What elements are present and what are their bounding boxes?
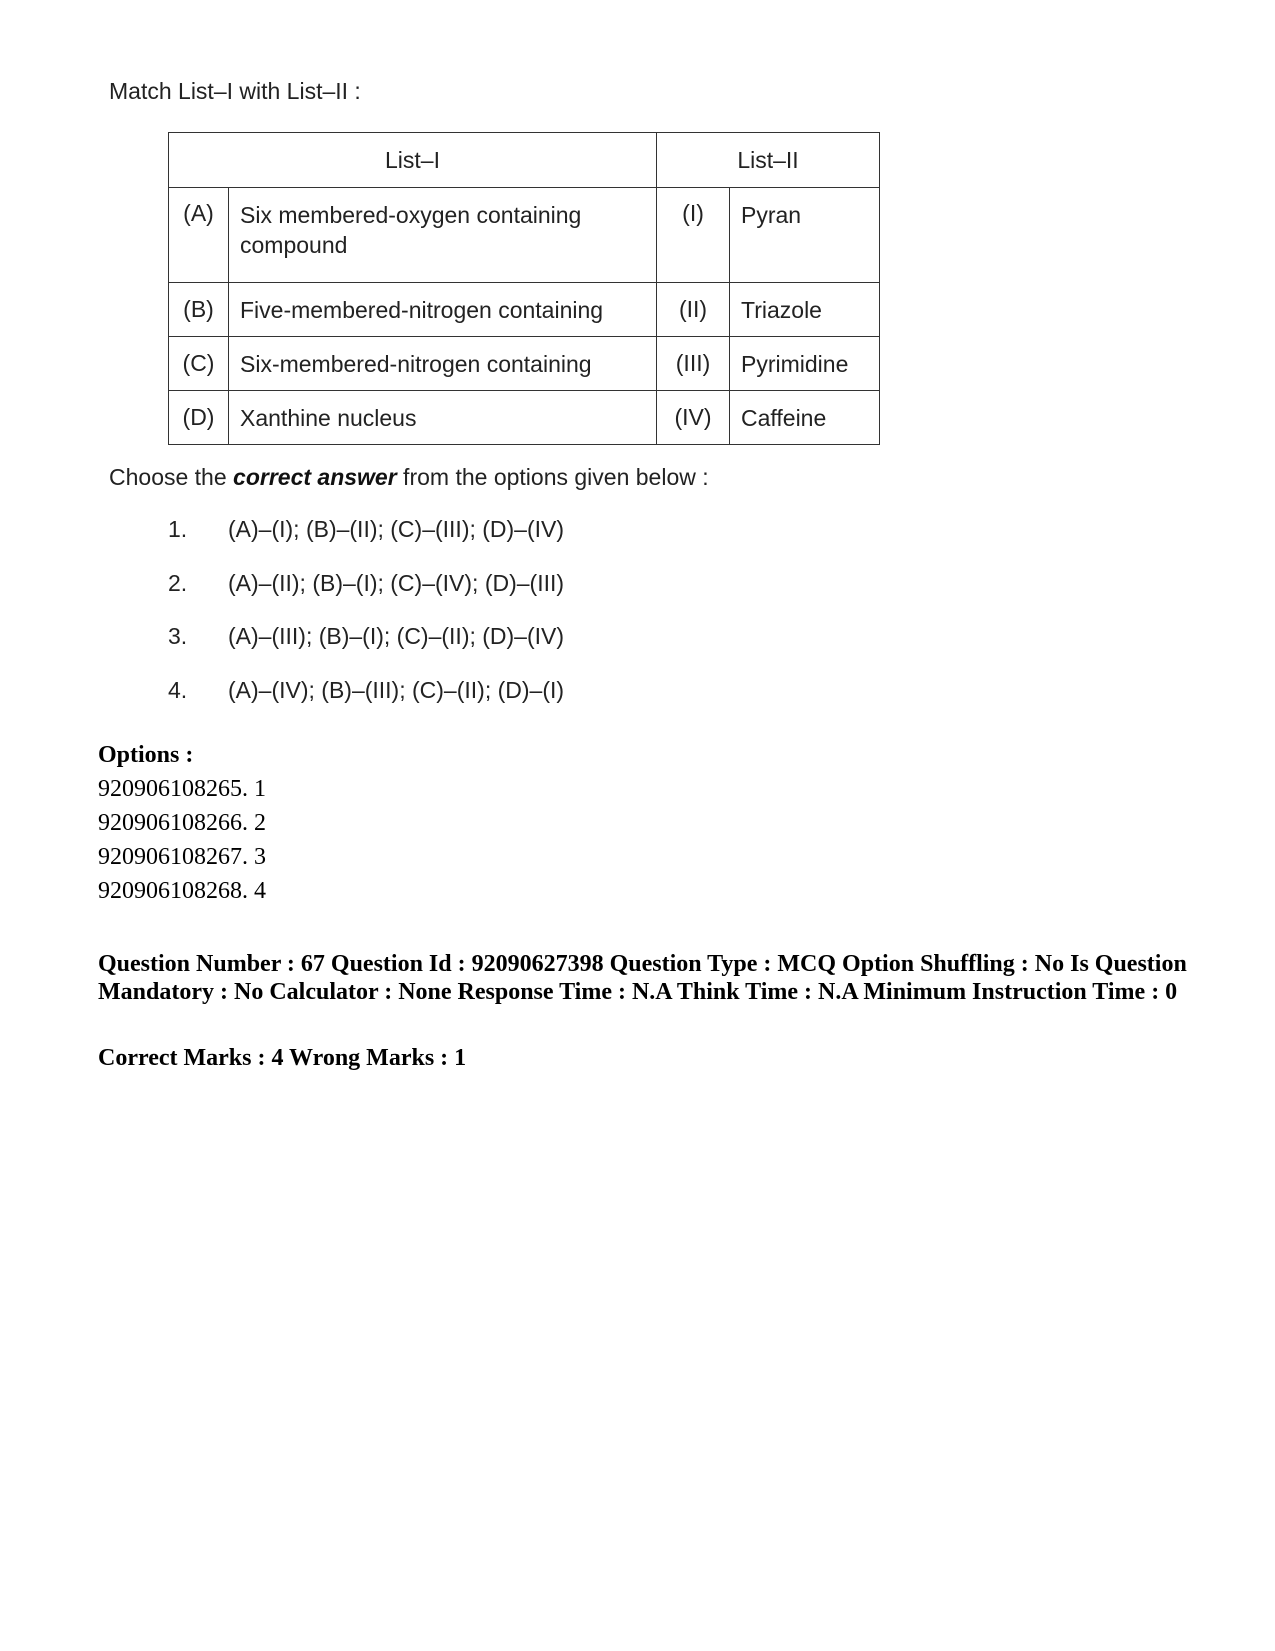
question-meta: Question Number : 67 Question Id : 92090627398 Question Type : MCQ Option Shuffling : No Is Question Mandatory : No Calculator : None Response Time : N.A Think Time : N.A Minimum Instruction Time : 0 [98, 951, 1187, 1005]
options-block [98, 738, 266, 908]
answer-number: 1. [168, 516, 188, 542]
answer-text: (A)–(III); (B)–(I); (C)–(II); (D)–(IV) [228, 623, 565, 649]
list-1-item: Six membered-oxygen containing compound [229, 188, 657, 283]
table-row [169, 337, 880, 391]
list-2-item: Pyran [730, 188, 880, 283]
table-row [169, 188, 880, 283]
answer-number: 2. [168, 569, 188, 596]
option-id-line: 920906108265. 1 [98, 776, 266, 802]
list-2-numeral: (III) [657, 337, 730, 391]
answer-number: 4. [168, 676, 188, 703]
option-id-line: 920906108268. 4 [98, 878, 266, 904]
table-row [169, 283, 880, 337]
list-2-item: Pyrimidine [730, 337, 880, 391]
answer-text: (A)–(II); (B)–(I); (C)–(IV); (D)–(III) [228, 569, 565, 596]
list-2-item: Caffeine [730, 391, 880, 445]
list-2-item: Triazole [730, 283, 880, 337]
answer-option [168, 623, 564, 677]
table-row [169, 391, 880, 445]
choose-emphasis: correct answer [233, 464, 397, 490]
list-2-header: List–II [657, 133, 880, 188]
list-1-header: List–I [169, 133, 657, 188]
match-table [168, 132, 880, 445]
list-1-item: Xanthine nucleus [229, 391, 657, 445]
answer-text: (A)–(IV); (B)–(III); (C)–(II); (D)–(I) [228, 676, 565, 703]
list-1-item: Five-membered-nitrogen containing [229, 283, 657, 337]
answer-option [168, 516, 564, 570]
choose-suffix: from the options given below : [396, 464, 709, 490]
list-1-letter: (B) [169, 283, 229, 337]
option-id-line: 920906108267. 3 [98, 844, 266, 870]
list-2-numeral: (IV) [657, 391, 730, 445]
marks-line: Correct Marks : 4 Wrong Marks : 1 [98, 1045, 467, 1071]
answer-option [168, 677, 564, 731]
answer-text: (A)–(I); (B)–(II); (C)–(III); (D)–(IV) [228, 516, 565, 542]
list-1-letter: (A) [169, 188, 229, 283]
choose-instruction [109, 464, 709, 491]
table-header-row [169, 133, 880, 188]
answer-option [168, 570, 564, 624]
choose-prefix: Choose the [109, 464, 234, 490]
list-2-numeral: (II) [657, 283, 730, 337]
list-2-numeral: (I) [657, 188, 730, 283]
list-1-letter: (C) [169, 337, 229, 391]
answer-number: 3. [168, 623, 188, 649]
option-id-line: 920906108266. 2 [98, 810, 266, 836]
options-heading: Options : [98, 742, 194, 768]
list-1-item: Six-membered-nitrogen containing [229, 337, 657, 391]
question-intro: Match List–I with List–II : [109, 78, 361, 104]
list-1-letter: (D) [169, 391, 229, 445]
answer-list [168, 516, 564, 730]
